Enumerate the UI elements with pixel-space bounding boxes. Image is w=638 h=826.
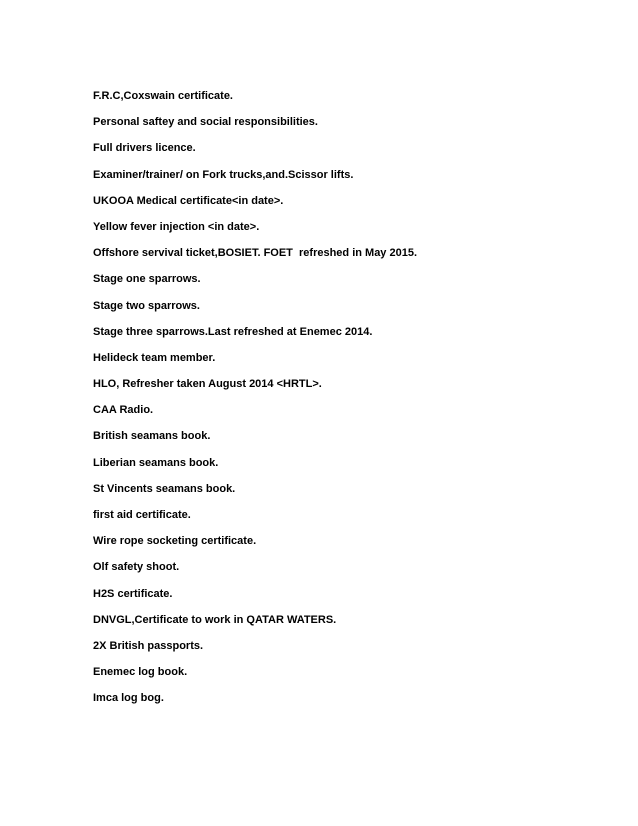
list-item: 2X British passports. bbox=[93, 639, 204, 652]
list-item: Offshore servival ticket,BOSIET. FOET refreshed in May 2015. bbox=[93, 247, 418, 260]
list-item: St Vincents seamans book. bbox=[93, 482, 236, 495]
list-item: H2S certificate. bbox=[93, 587, 173, 600]
list-item: Enemec log book. bbox=[93, 666, 188, 679]
list-item: Personal saftey and social responsibilities. bbox=[93, 116, 318, 129]
list-item: British seamans book. bbox=[93, 430, 211, 443]
list-item: CAA Radio. bbox=[93, 404, 154, 417]
certificate-list bbox=[93, 89, 593, 718]
list-item: Yellow fever injection <in date>. bbox=[93, 220, 260, 233]
list-item: Imca log bog. bbox=[93, 692, 164, 705]
list-item: Wire rope socketing certificate. bbox=[93, 535, 257, 548]
list-item: UKOOA Medical certificate<in date>. bbox=[93, 194, 284, 207]
list-item: Stage one sparrows. bbox=[93, 273, 201, 286]
list-item: first aid certificate. bbox=[93, 509, 191, 521]
list-item: Full drivers licence. bbox=[93, 142, 196, 155]
list-item: Helideck team member. bbox=[93, 351, 216, 364]
list-item: Stage two sparrows. bbox=[93, 299, 200, 312]
list-item: HLO, Refresher taken August 2014 <HRTL>. bbox=[93, 378, 322, 391]
list-item: F.R.C,Coxswain certificate. bbox=[93, 90, 233, 102]
list-item: Liberian seamans book. bbox=[93, 456, 219, 469]
list-item: Stage three sparrows.Last refreshed at Enemec 2014. bbox=[93, 325, 373, 338]
list-item: DNVGL,Certificate to work in QATAR WATERS. bbox=[93, 613, 337, 626]
list-item: Examiner/trainer/ on Fork trucks,and.Scissor lifts. bbox=[93, 168, 354, 181]
list-item: Olf safety shoot. bbox=[93, 561, 180, 574]
